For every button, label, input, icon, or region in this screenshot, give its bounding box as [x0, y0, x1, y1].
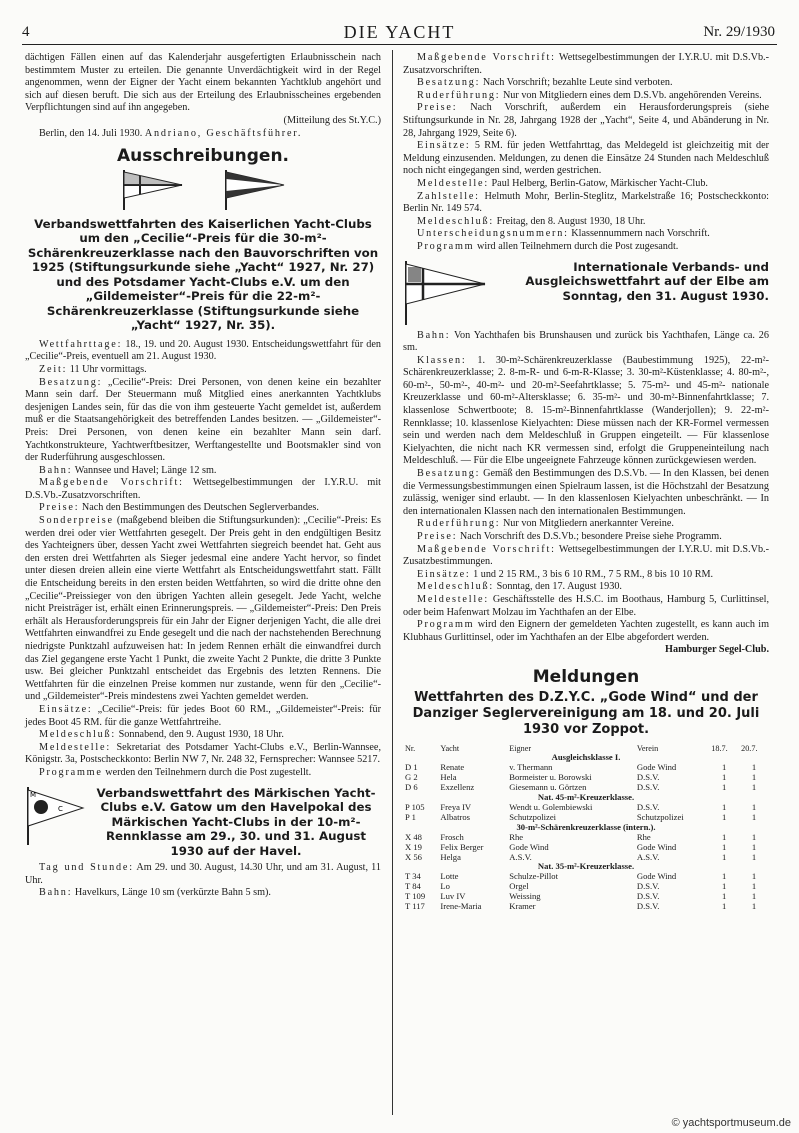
table-cell: Giesemann u. Görtzen [509, 782, 587, 793]
class-heading: Ausgleichsklasse I. [551, 752, 621, 763]
clause-paragraph [403, 228, 769, 241]
potsdam-yacht-club-flag-icon [222, 169, 286, 211]
table-cell: Kramer [509, 901, 536, 912]
clause-paragraph [25, 465, 381, 478]
race3-title: Internationale Verbands- und Ausgleichswettfahrt auf der Elbe am Sonntag, den 31. August 1930. [525, 259, 769, 303]
table-cell: X 48 [405, 831, 422, 842]
entries-table [403, 744, 769, 912]
table-row [403, 902, 769, 912]
clause-label: Klassen: [417, 354, 467, 366]
clause-text: Nur von Mitgliedern eines dem D.S.Vb. angehörenden Vereins. [502, 89, 762, 101]
clause-text: Sonntag, den 17. August 1930. [496, 581, 622, 593]
clause-label: Preise: [417, 531, 458, 542]
clause-label: Meldestelle: [39, 741, 111, 753]
column-divider [392, 50, 393, 1115]
race2-continued [403, 52, 769, 254]
table-cell: Gode Wind [636, 762, 677, 773]
clause-paragraph [403, 52, 769, 77]
table-cell: Weissing [509, 891, 541, 902]
clause-label: Meldeschluß: [39, 729, 117, 741]
clause-paragraph [403, 518, 769, 531]
clause-label: Bahn: [39, 887, 73, 899]
table-cell: A.S.V. [636, 851, 660, 862]
table-cell: Lotte [440, 871, 459, 882]
table-cell: 1 [722, 762, 727, 773]
clause-text: Gemäß den Bestimmungen des D.S.Vb. — In den Klassen, bei denen die Vermessungsbestimmungen einen Spielraum lassen, ist die Höchstzahl der Besatzung zulässig, weniger sind erlaubt. — In den klassenlosen Kielyachten unbeschränkt. — In den internationalen Klassen nach den internationalen Bestimmungen. [403, 468, 769, 517]
race2-title: Verbandswettfahrt des Märkischen Yacht-Clubs e.V. Gatow um den Havelpokal des Märkischen Yacht-Clubs in der 10-m²-Rennklasse am 29., 30. und 31. August 1930 auf der Havel. [96, 785, 376, 858]
clause-text: wird den Eignern der gemeldeten Yachten zugestellt, es kann auch im Klubhaus Gurlittinsel, oder im Yachthafen an der Elbe abgefordert werden. [403, 619, 769, 643]
table-cell: 1 [722, 782, 727, 793]
table-cell: Lo [440, 881, 450, 892]
magazine-title: DIE YACHT [343, 22, 456, 42]
clause-text: Wettsegelbestimmungen der I.Y.R.U. mit D.S.Vb.-Zusatzvorschriften. [403, 52, 769, 76]
clause-text: „Cecilie“-Preis: für jedes Boot 60 RM., „Gildemeister“-Preis: für jedes Boot 45 RM. für die ganze Wettfahrtreihe. [25, 703, 382, 728]
clause-label: Maßgebende Vorschrift: [417, 543, 556, 555]
clause-paragraph [403, 140, 769, 178]
table-cell: v. Thermann [509, 762, 553, 773]
column-header: Yacht [440, 743, 460, 753]
clause-label: Zahlstelle: [417, 190, 480, 202]
race3-heading [403, 260, 769, 326]
table-cell: Gode Wind [636, 841, 677, 852]
clause-text: werden den Teilnehmern durch die Post zugestellt. [105, 766, 312, 778]
clause-label: Programm [417, 240, 475, 252]
clause-paragraph [403, 90, 769, 103]
markischer-yacht-club-flag-icon [25, 786, 85, 846]
clause-paragraph [403, 581, 769, 594]
clause-label: Programm [417, 619, 475, 631]
clause-text: (maßgebend bleiben die Stiftungsurkunden): „Cecilie“-Preis: Es werden drei oder vier Wettfahrten gesegelt. Der Preis geht in den endgültigen Besitz des Yachteigners über, dessen Yacht zwei Wettfahrten siegreich beendet hat. Geht aus den ersten drei Wettfahrten als Sieger jedesmal eine andere Yacht hervor, so findet unter diesen dreien allein eine vierte Wettfahrt als Entscheidungswettfahrt statt. Fällt die Entscheidung bereits in den ersten beiden Wettfahrten, so wird die dritte ohne den „Cecilie“-Preissieger von den übrigen Yachten allein gesegelt. Jede Yacht, welche nicht Preisträger ist, erhält einen Erinnerungspreis. — „Gildemeister“-Preis: Den Preis erhält als Herausforderungspreis für ein Jahr der Eigner derjenigen Yacht, die alle drei Wettfahrten einwandfrei zu Ende gesegelt und die nach der nachstehenden Berechnung niedrigste Punktzahl aufzuweisen hat: In jedem Rennen erhält die einwandfrei durch das Ziel gegangene erste Yacht 1 Punkt, die zweite Yacht 2 Punkte, die dritte 3 Punkte usw. Bei gleicher Punktzahl entscheidet das Ergebnis des letzten Rennens. Die Wettfahrten für die einzelnen Preise kommen nur zustande, wenn für den „Cecilie“- und „Gildemeister“-Preis mindestens zwei Yachten gemeldet werden. [25, 515, 381, 703]
clause-label: Besatzung: [417, 77, 481, 89]
clause-text: wird allen Teilnehmern durch die Post zugesandt. [476, 240, 679, 252]
clause-text: Nach den Bestimmungen des Deutschen Seglerverbandes. [81, 502, 319, 514]
clause-text: 5 RM. für jeden Wettfahrttag, das Meldegeld ist gleichzeitig mit der Meldung einzusenden. Meldungen, zu denen die Einsätze 24 Stunden nach Meldeschluß noch nicht eingegangen sind, werden gestrichen. [403, 140, 770, 177]
clause-paragraph [25, 704, 381, 729]
table-cell: Orgel [509, 881, 529, 892]
clause-label: Zeit: [39, 363, 68, 375]
entries-table-body [403, 753, 769, 912]
table-cell: 1 [751, 901, 757, 912]
column-header: Eigner [509, 743, 532, 753]
imperial-yacht-club-flag-icon [120, 169, 184, 211]
intro-source: (Mitteilung des St.Y.C.) [283, 114, 381, 126]
clause-paragraph [25, 515, 381, 704]
class-heading: Nat. 45-m²-Kreuzerklasse. [537, 792, 635, 803]
clause-text: Nach Vorschrift; bezahlte Leute sind verboten. [482, 77, 673, 89]
clause-text: „Cecilie“-Preis: Drei Personen, von denen keine ein bezahlter Mann sein darf. Der Steuermann muß Mitglied eines anerkannten Yachtklubs desjenigen Landes sein, für das die von ihm gesteuerte Yacht gemeldet ist, außerdem muß er die Staatsangehörigkeit des betreffenden Landes besitzen. — „Gildemeister“-Preis: Drei Personen, von denen keine ein bezahlter Mann sein darf. Yachtkonstrukteure, Yachtwerftbesitzer, Werftangestellte und Bootsmakler sind von der Ruderführung ausgeschlossen. [25, 376, 382, 464]
clause-paragraph [25, 742, 381, 767]
table-cell: D.S.V. [636, 782, 660, 793]
table-cell: 1 [751, 772, 757, 783]
clause-label: Ruderführung: [417, 89, 501, 101]
clause-label: Wettfahrttage: [39, 338, 123, 350]
table-cell: 1 [722, 891, 727, 902]
table-cell: D.S.V. [636, 881, 660, 892]
svg-text:M: M [30, 790, 37, 799]
clause-label: Besatzung: [417, 468, 481, 480]
column-header: Verein [636, 743, 659, 753]
table-cell: Albatros [440, 811, 470, 822]
class-heading: 30-m²-Schärenkreuzerklasse (intern.). [516, 821, 656, 832]
table-cell: 1 [751, 801, 757, 812]
clause-label: Programme [39, 766, 103, 778]
clause-text: 11 Uhr vormittags. [69, 363, 147, 375]
table-cell: D.S.V. [636, 901, 660, 912]
clause-label: Einsätze: [417, 140, 471, 152]
clause-label: Meldestelle: [417, 177, 489, 189]
clause-label: Einsätze: [417, 568, 471, 580]
clause-text: Paul Helberg, Berlin-Gatow, Märkischer Yacht-Club. [491, 177, 708, 189]
clause-text: Geschäftsstelle des H.S.C. im Boothaus, Hamburg 5, Curlittinsel, oder beim Hafenwart Molzau im Yachthafen an der Elbe. [403, 593, 769, 618]
issue-number: Nr. 29/1930 [703, 24, 775, 40]
table-cell: Freya IV [440, 801, 472, 812]
table-cell: D.S.V. [636, 891, 660, 902]
table-cell: Hela [440, 772, 457, 783]
table-cell: 1 [751, 891, 757, 902]
table-cell: Gode Wind [636, 871, 677, 882]
clause-paragraph [403, 216, 769, 229]
table-cell: Renate [440, 762, 465, 773]
table-cell: Schutzpolizei [636, 811, 684, 822]
table-cell: 1 [722, 851, 727, 862]
table-cell: Gode Wind [509, 841, 549, 852]
race2-body [25, 862, 381, 900]
table-cell: 1 [751, 831, 757, 842]
clause-paragraph [403, 619, 769, 644]
table-cell: T 117 [405, 901, 425, 912]
clause-label: Bahn: [39, 464, 73, 476]
section-title-meldungen: Meldungen [532, 666, 640, 687]
table-cell: D.S.V. [636, 801, 660, 812]
race3-signature: Hamburger Segel-Club. [665, 644, 769, 656]
table-cell: Irene-Maria [440, 901, 482, 912]
clause-text: 1. 30-m²-Schärenkreuzerklasse (Baubestimmung 1925), 22-m²-Schärenkreuzerklasse; 2. 8-m-R- und 6-m-R-Klasse; 3. 30-m²-Küstenklasse; 4. 80-m²-, 60-m²-, 50-m²-, 40-m²- und 20-m²-Seefahrtklasse; 5. 75-m²- und 45-m²- nationale Kreuzerklasse und 60-m²-Altersklasse; 6. 35-m²- und 30-m²-Binnenfahrtklasse; 7. klassenlose Schwertboote; 8. 15-m²-Binnenfahrtklasse (Wanderjollen); 9. 22-m²-Rennklasse; 10. klassenlose Kielyachten: Diese müssen nach der KR-Formel vermessen sein und werden nach dem Meldeschluß in Gruppen eingeteilt. — Für klassenlose Kielyachten, die nicht nach KR vermessen sind, erfolgt die Gruppeneinteilung nach Meldeschluß. — Für die Elbe ungeeignete Fahrzeuge können zurückgewiesen werden. [403, 354, 770, 467]
table-cell: D 1 [405, 762, 418, 773]
column-header: 18.7. [711, 743, 728, 753]
clause-paragraph [25, 729, 381, 742]
clause-label: Maßgebende Vorschrift: [39, 477, 184, 489]
clause-paragraph [25, 477, 381, 502]
header-rule [22, 44, 777, 45]
table-row [403, 872, 769, 882]
left-column [25, 52, 381, 900]
clause-text: Freitag, den 8. August 1930, 18 Uhr. [496, 215, 646, 227]
table-cell: 1 [751, 782, 757, 793]
column-header: 20.7. [741, 743, 758, 753]
clause-label: Einsätze: [39, 703, 93, 715]
table-cell: X 56 [405, 851, 422, 862]
table-cell: Helga [440, 851, 461, 862]
clause-text: Havelkurs, Länge 10 sm (verkürzte Bahn 5 sm). [74, 887, 271, 899]
hamburger-segel-club-flag-icon [403, 260, 487, 326]
clause-paragraph [25, 377, 381, 465]
table-cell: D 6 [405, 782, 418, 793]
table-cell: Bormeister u. Borowski [509, 772, 592, 783]
clause-text: Wettsegelbestimmungen der I.Y.R.U. mit D.S.Vb.-Zusatzbestimmungen. [403, 543, 769, 568]
table-cell: Rhe [636, 831, 651, 842]
clause-paragraph [25, 364, 381, 377]
table-cell: 1 [751, 871, 757, 882]
clause-text: Wannsee und Havel; Länge 12 sm. [74, 464, 217, 476]
table-cell: 1 [722, 801, 727, 812]
clause-label: Meldestelle: [417, 593, 489, 605]
table-cell: T 34 [405, 871, 421, 882]
table-cell: 1 [722, 811, 727, 822]
clause-text: Helmuth Mohr, Berlin-Steglitz, Markelstraße 16; Postscheckkonto: Berlin Nr. 149 574. [403, 190, 770, 215]
table-cell: D.S.V. [636, 772, 660, 783]
race1-title: Verbandswettfahrten des Kaiserlichen Yacht-Clubs um den „Cecilie“-Preis für die 30-m²-Schärenkreuzerklasse nach den Bauvorschriften von 1925 (Stiftungsurkunde siehe „Yacht“ 1927, Nr. 27) und des Potsdamer Yacht-Clubs e.V. um den „Gildemeister“-Preis für die 22-m²-Schärenkreuzerklasse (Stiftungsurkunde siehe „Yacht“ 1927, Nr. 35). [27, 216, 379, 333]
clause-paragraph [403, 468, 769, 518]
clause-paragraph [403, 531, 769, 544]
clause-paragraph [403, 330, 769, 355]
column-header: Nr. [405, 743, 416, 753]
clause-paragraph [403, 594, 769, 619]
table-cell: 1 [751, 811, 757, 822]
clause-label: Preise: [417, 102, 458, 114]
race3-body [403, 330, 769, 645]
clause-text: Von Yachthafen bis Brunshausen und zurück bis Yachthafen, Länge ca. 26 sm. [403, 329, 769, 354]
clause-label: Meldeschluß: [417, 215, 495, 227]
clause-text: 18., 19. und 20. August 1930. Entscheidungswettfahrt für den „Cecilie“-Preis, eventuell am 21. August 1930. [25, 338, 382, 363]
table-cell: Felix Berger [440, 841, 484, 852]
clause-text: Wettsegelbestimmungen der I.Y.R.U. mit D.S.Vb.-Zusatzvorschriften. [25, 477, 381, 501]
clause-paragraph [403, 178, 769, 191]
clause-text: Sonnabend, den 9. August 1930, 18 Uhr. [118, 729, 284, 741]
clause-label: Maßgebende Vorschrift: [417, 52, 556, 63]
page-number: 4 [22, 24, 30, 40]
clause-text: Nach Vorschrift, außerdem ein Herausforderungspreis (siehe Stiftungsurkunde in Nr. 28, Jahrgang 1928 der „Yacht“, Seite 4, und Abänderung in Nr. 28, Jahrgang 1929, Seite 6). [403, 102, 769, 139]
right-column [403, 52, 769, 912]
clause-text: Nach Vorschrift des D.S.Vb.; besondere Preise siehe Programm. [459, 531, 722, 542]
table-cell: X 19 [405, 841, 422, 852]
svg-text:C: C [58, 804, 63, 813]
clause-label: Preise: [39, 502, 80, 514]
clause-paragraph [403, 241, 769, 254]
intro-signature: Berlin, den 14. Juli 1930. Andriano, Geschäftsführer. [39, 127, 303, 139]
table-cell: A.S.V. [509, 851, 532, 862]
clause-label: Sonderpreise [39, 515, 114, 527]
clause-paragraph [403, 569, 769, 582]
clause-paragraph [403, 355, 769, 468]
race2-heading [25, 786, 381, 859]
table-cell: 1 [722, 841, 727, 852]
clause-text: Nur von Mitgliedern anerkannter Vereine. [502, 518, 674, 530]
clause-paragraph [25, 862, 381, 887]
table-cell: T 84 [405, 881, 421, 892]
table-cell: T 109 [405, 891, 426, 902]
clause-label: Besatzung: [39, 376, 103, 388]
clause-paragraph [25, 767, 381, 780]
meldungen-subtitle: Wettfahrten des D.Z.Y.C. „Gode Wind“ und der Danziger Seglervereinigung am 18. und 20. Juli 1930 vor Zoppot. [412, 689, 760, 737]
race1-body [25, 339, 381, 780]
table-cell: 1 [722, 901, 727, 912]
clause-label: Meldeschluß: [417, 581, 495, 593]
clause-paragraph [403, 77, 769, 90]
section-title-ausschreibungen: Ausschreibungen. [116, 146, 290, 167]
table-cell: Wendt u. Golembiewski [509, 801, 593, 812]
clause-label: Ruderführung: [417, 518, 501, 530]
table-cell: Luv IV [440, 891, 466, 902]
table-cell: 1 [751, 841, 757, 852]
clause-text: Sekretariat des Potsdamer Yacht-Clubs e.V., Berlin-Wannsee, Königstr. 3a, Postscheckkonto: Berlin NW 7, Nr. 248 32, Fernsprecher: Wannsee 5217. [25, 741, 381, 766]
clause-text: Am 29. und 30. August, 14.30 Uhr, und am 31. August, 11 Uhr. [25, 862, 381, 886]
clause-label: Bahn: [417, 329, 451, 341]
table-cell: 1 [722, 831, 727, 842]
table-cell: Schutzpolizei [509, 811, 557, 822]
clause-label: Unterscheidungsnummern: [417, 228, 569, 240]
table-cell: 1 [722, 881, 727, 892]
intro-paragraph: dächtigen Fällen einen auf das Kalenderjahr ausgefertigten Erlaubnisschein nach bestimmtem Muster zu erteilen. Die genannte Unverdächtigkeit wird in der Regel angenommen, wenn der Eigner der Yacht einem bekannten Yachtklub angehört und sich auf diesen beruft. Die sich aus der Erteilung des Erlaubnisscheines ergebenden Verpflichtungen sind auf ihn angegeben. (Mitteilung des St.Y.C.) [25, 52, 381, 126]
clause-text: Klassennummern nach Vorschrift. [571, 228, 710, 240]
table-cell: 1 [722, 871, 727, 882]
clause-paragraph [25, 502, 381, 515]
table-cell: 1 [722, 772, 727, 783]
class-heading: Nat. 35-m²-Kreuzerklasse. [537, 861, 635, 872]
table-cell: P 1 [405, 811, 416, 822]
table-cell: 1 [751, 762, 757, 773]
table-cell: P 105 [405, 801, 425, 812]
clause-paragraph [403, 102, 769, 140]
clause-paragraph [403, 191, 769, 216]
club-flags [25, 169, 381, 211]
clause-label: Tag und Stunde: [39, 862, 134, 874]
table-cell: Schulze-Pillot [509, 871, 558, 882]
table-cell: G 2 [405, 772, 418, 783]
watermark: © yachtsportmuseum.de [671, 1117, 791, 1129]
table-cell: 1 [751, 851, 757, 862]
table-row [403, 843, 769, 853]
table-cell: 1 [751, 881, 757, 892]
clause-paragraph [403, 544, 769, 569]
clause-paragraph [25, 887, 381, 900]
table-cell: Exzellenz [440, 782, 475, 793]
table-cell: Rhe [509, 831, 524, 842]
clause-text: 1 und 2 15 RM., 3 bis 6 10 RM., 7 5 RM., 8 bis 10 10 RM. [473, 568, 714, 580]
table-cell: Frosch [440, 831, 464, 842]
clause-paragraph [25, 339, 381, 364]
